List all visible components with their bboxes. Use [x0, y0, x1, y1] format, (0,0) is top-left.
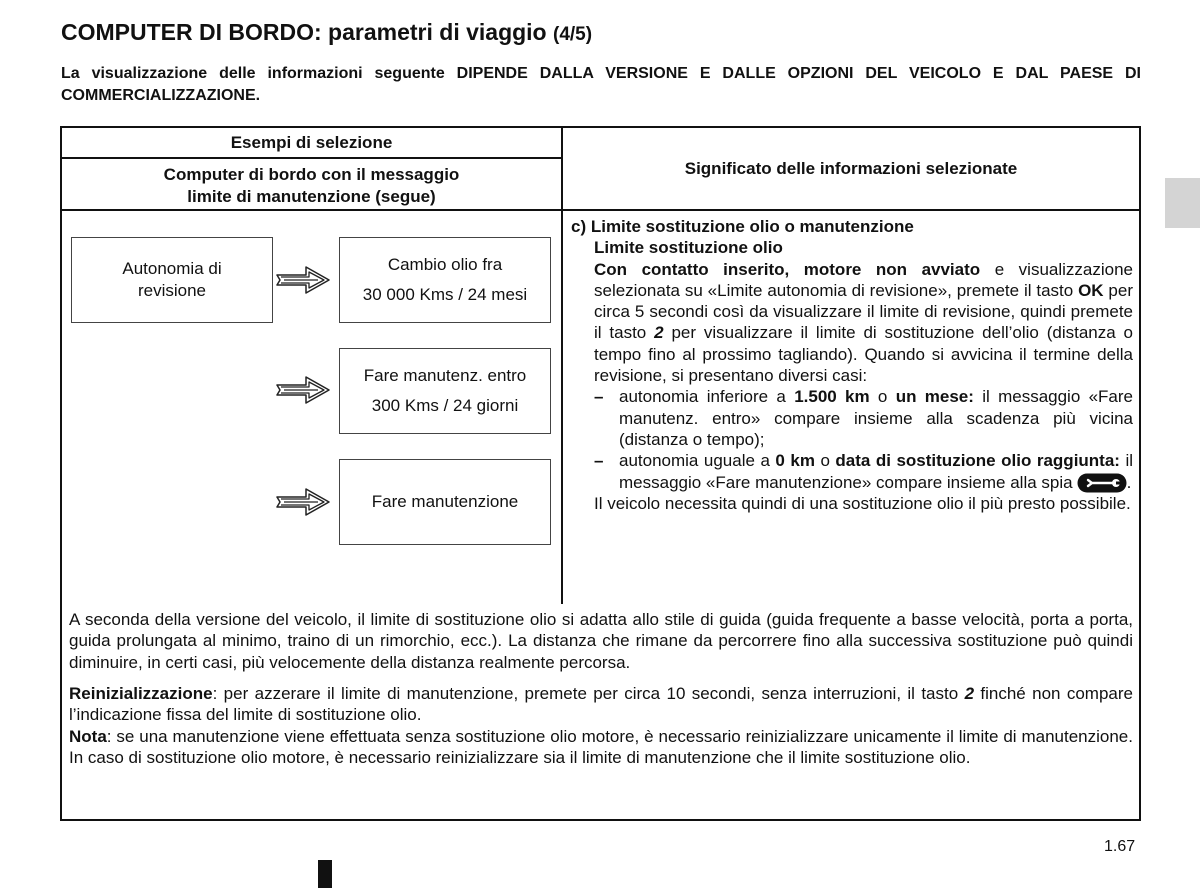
double-arrow-icon	[276, 374, 332, 406]
print-mark	[318, 860, 332, 888]
closing-paragraph: Il veicolo necessita quindi di una sostituzione olio il più presto possibile.	[594, 493, 1131, 513]
adaptive-note-text: A seconda della versione del veicolo, il limite di sostituzione olio si adatta allo stile di guida (guida frequente a basse velocità, porta a porta, guida prolungata al minimo, traino di un rimorchio, ecc.). La distanza che rimane da percorrere fino alla successiva sostituzione può quindi diminuire, in certi casi, più velocemente della distanza realmente percorsa.	[69, 610, 1133, 672]
col1-subheader	[62, 164, 561, 208]
service-line1: Fare manutenz. entro	[363, 366, 527, 385]
col1-subheader-line1: Computer di bordo con il messaggio	[163, 165, 460, 184]
service-line2: 300 Kms / 24 giorni	[371, 396, 519, 415]
case-item-2: – autonomia uguale a 0 km o data di sostituzione olio raggiunta: il messaggio «Fare manutenzione» compare insieme alla spia .	[594, 451, 1134, 492]
display-oil-change-box	[339, 237, 551, 323]
display-service-now-box	[339, 459, 551, 545]
wrench-warning-icon	[1077, 473, 1127, 493]
display-autonomy-box	[71, 237, 273, 323]
service-now-text: Fare manutenzione	[371, 492, 519, 511]
explanation-column	[571, 216, 1133, 514]
adaptive-note	[69, 609, 1133, 673]
display-service-due-box	[339, 348, 551, 434]
page-number: 1.67	[1104, 838, 1136, 855]
title-part: (4/5)	[553, 24, 593, 45]
autonomy-line1: Autonomia di	[122, 259, 222, 278]
double-arrow-icon	[276, 486, 332, 518]
col2-header: Significato delle informazioni selezionate	[684, 159, 1018, 178]
procedure-paragraph: Con contatto inserito, motore non avviato e visualizzazione selezionata su «Limite autonomia di revisione», premete il tasto OK per circa 5 secondi così da visualizzare il limite di revisione, quindi premete il tasto 2 per visualizzare il limite di sostituzione dell’olio (distanza o tempo fino al prossimo tagliando). Quando si avvicina il termine della revisione, si presentano diversi casi:	[594, 259, 1134, 386]
oil-line1: Cambio olio fra	[387, 255, 503, 274]
reset-note: Reinizializzazione: per azzerare il limite di manutenzione, premete per circa 10 secondi, senza interruzioni, il tasto 2 finché non compare l’indicazione fissa del limite di sostituzione olio. Nota: se una manutenzione viene effettuata senza sostituzione olio motore, è necessario reinizializzare unicamente il limite di manutenzione. In caso di sostituzione olio motore, è necessario reinizializzare sia il limite di manutenzione che il limite sostituzione olio.	[69, 684, 1133, 768]
note-label: Nota	[69, 726, 107, 746]
page-title	[61, 19, 592, 46]
section-subheading: Limite sostituzione olio	[594, 238, 783, 258]
header-divider-left	[60, 157, 563, 159]
section-heading: c) Limite sostituzione olio o manutenzione	[571, 217, 914, 236]
case-item-1: – autonomia inferiore a 1.500 km o un mese: il messaggio «Fare manutenz. entro» compare insieme alla scadenza più vicina (distanza o tempo);	[594, 387, 1133, 449]
col1-header: Esempi di selezione	[230, 133, 393, 152]
col1-subheader-line2: limite di manutenzione (segue)	[187, 187, 436, 206]
intro-notice: La visualizzazione delle informazioni seguente DIPENDE DALLA VERSIONE E DALLE OPZIONI DEL VEICOLO E DAL PAESE DI COMMERCIALIZZAZIONE.	[61, 65, 1141, 104]
reset-label: Reinizializzazione	[69, 684, 213, 703]
chapter-tab-mark	[1165, 178, 1200, 228]
oil-line2: 30 000 Kms / 24 mesi	[362, 285, 528, 304]
double-arrow-icon	[276, 264, 332, 296]
title-text: COMPUTER DI BORDO: parametri di viaggio	[61, 19, 547, 45]
header-divider-full	[60, 209, 1141, 211]
column-divider	[561, 126, 563, 604]
autonomy-line2: revisione	[137, 281, 207, 300]
